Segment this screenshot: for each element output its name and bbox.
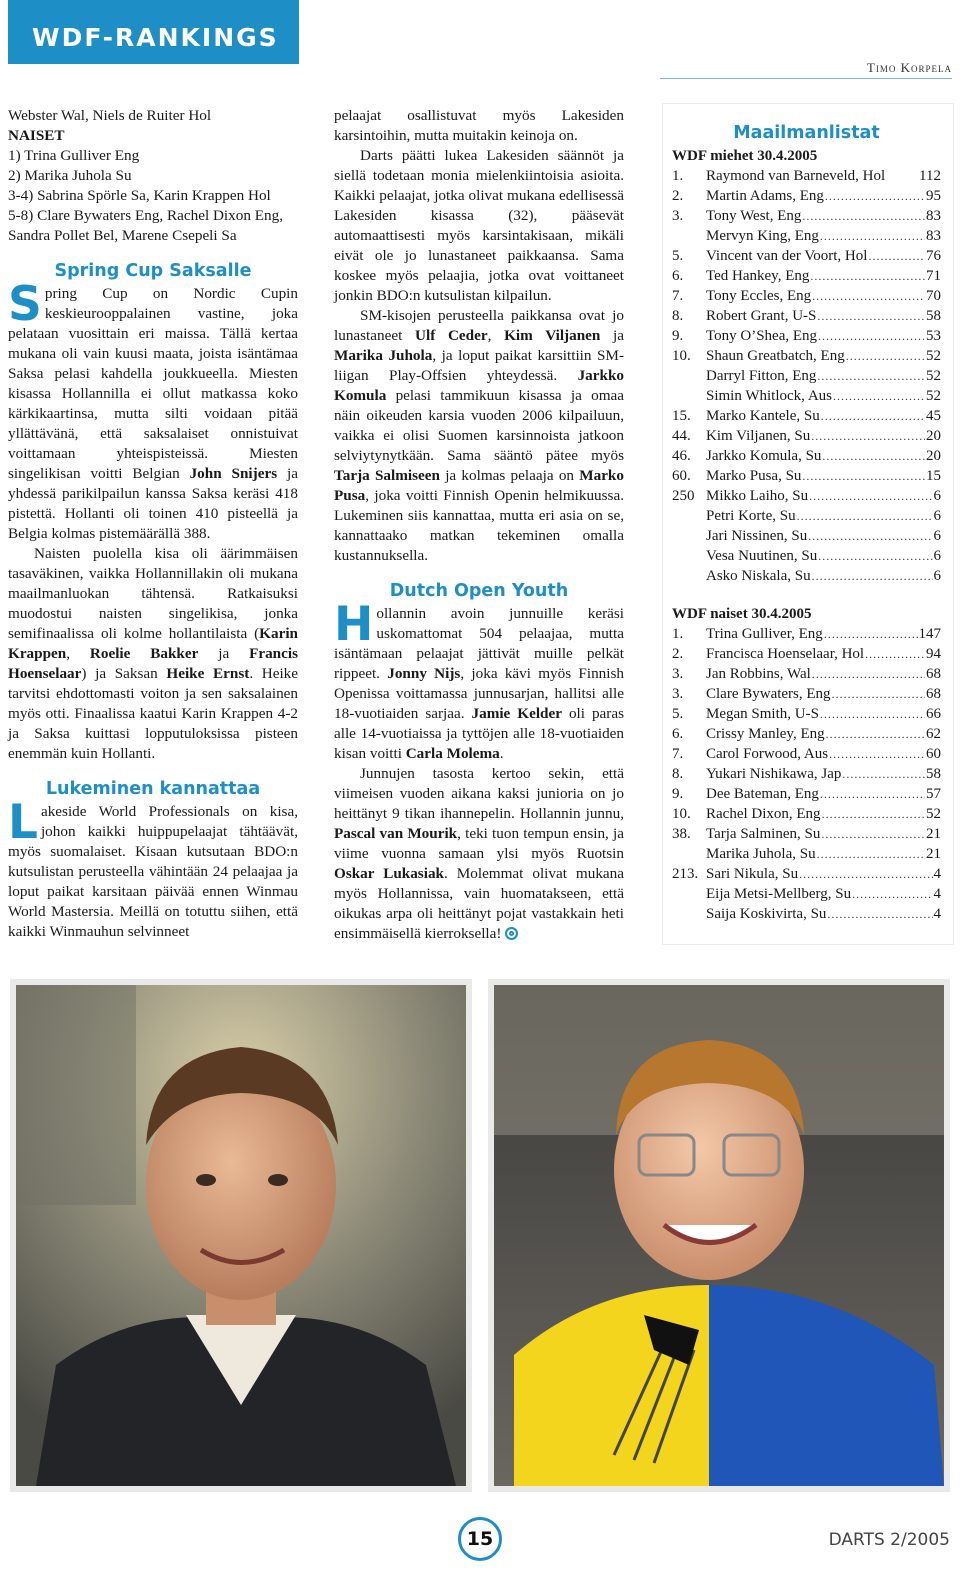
player-name: Sari Nikula, Su [706,866,799,882]
player-name: Saija Koskivirta, Su [706,906,827,922]
women-results-list [8,146,298,246]
ranking-row [672,486,941,506]
player-name: Jarkko Komula, Su [706,448,822,464]
player-points: 6 [933,508,941,524]
spring-cup-paragraph-1: Spring Cup on Nordic Cupin keskieurooppalainen vastine, joka pelataan vuosittain eri maissa. Tällä kertaa mukana oli vain kuusi maata, joista isäntämaa Saksa pelasi kahdella joukkueella. Miesten kisassa Hollannilla ei ollut matkassa koko kärkikaartinsa, mutta silti voidaan pitää yllättävänä, että saksalaiset onnistuivat voittamaan yhteispisteissä. Miesten singelikisan voitti Belgian John Snijers ja yhdessä parikilpailun kanssa Saksa keräsi 418 pistettä. Hollanti oli toinen 410 pisteellä ja Belgia kolmas pistemäärällä 388. [8,277,298,542]
dot-leader [799,864,932,884]
player-name: Rachel Dixon, Eng [706,806,821,822]
author-byline: Timo Korpela [660,60,952,79]
player-name: Kim Viljanen, Su [706,428,811,444]
ranking-position: 10. [672,348,691,364]
dot-leader [812,664,925,684]
ranking-position: 8. [672,766,684,782]
player-name: Shaun Greatbatch, Eng [706,348,845,364]
dot-leader [820,226,925,246]
player-points: 52 [926,388,941,404]
dot-leader [812,286,925,306]
dot-leader [824,624,918,644]
dot-leader [808,526,932,546]
dot-leader [846,346,925,366]
ranking-position: 1. [672,626,684,642]
player-points: 112 [919,168,941,184]
player-name: Ted Hankey, Eng [706,268,810,284]
dot-leader [868,246,925,266]
player-points: 62 [926,726,941,742]
lukeminen-paragraph-3: SM-kisojen perusteella paikkansa ovat jo lunastaneet Ulf Ceder, Kim Viljanen ja Marika Juhola, ja loput paikat karsittiin SM-liigan Play-Offsien yhteydessä. Jarkko Komula pelasi tammikuun kisassa ja omaa näin oikeuden karsia vuoden 2006 kilpailuun, vaikka ei olisi Suomen karsinnoista jatkoon selviytynytkään. Sama sääntö pätee myös Tarja Salmiseen ja kolmas pelaaja on Marko Pusa, joka voitti Finnish Openin helmikuussa. Lukeminen siis kannattaa, mutta eri asia on se, kannattaako matkan tekeminen omalla kustannuksella. [334,307,624,564]
player-points: 60 [926,746,941,762]
dot-leader [812,566,933,586]
player-points: 20 [926,428,941,444]
ranking-row [672,386,941,406]
article-column-2 [334,106,624,944]
player-name: Francisca Hoenselaar, Hol [706,646,865,662]
publication-footer: DARTS 2/2005 [828,1530,950,1550]
ranking-row [672,546,941,566]
dot-leader [822,446,925,466]
player-points: 147 [918,626,941,642]
ranking-row [672,864,941,884]
spring-cup-paragraph-2: Naisten puolella kisa oli äärimmäisen tasaväkinen, vaikka Hollannillakin oli mukana maailmanluokan tähtensä. Ratkaisuksi muodostui naisten singelikisa, jonka semifinaalissa oli kolme hollantilaista (Karin Krappen, Roelie Bakker ja Francis Hoenselaar) ja Saksan Heike Ernst. Heike tarvitsi ehdottomasti voiton ja sen saksalainen myös otti. Finaalissa kaatui Karin Krappen 4-2 ja Saksa kuittasi lopputuloksissa pisteen enemmän kuin Hollanti. [8,545,299,762]
result-line: 2) Marika Juhola Su [8,167,132,184]
ranking-position: 10. [672,806,691,822]
player-name: Carol Forwood, Aus [706,746,829,762]
player-name: Robert Grant, U-S [706,308,817,324]
dot-leader [797,506,933,526]
ranking-row [672,526,941,546]
ranking-row [672,226,941,246]
dot-leader [820,704,925,724]
dot-leader [820,784,925,804]
dot-leader [818,326,925,346]
lukeminen-paragraph-cont: pelaajat osallistuvat myös Lakesiden karsintoihin, mutta muitakin keinoja on. [334,107,624,144]
ranking-position: 60. [672,468,691,484]
dot-leader [810,266,925,286]
photo-young-boy-illustration [494,985,944,1486]
player-name: Raymond van Barneveld, Hol [706,168,886,184]
player-points: 70 [926,288,941,304]
player-points: 6 [933,488,941,504]
ranking-row [672,466,941,486]
ranking-row [672,306,941,326]
ranking-row [672,266,941,286]
player-points: 6 [933,568,941,584]
women-rankings-title: WDF naiset 30.4.2005 [672,606,812,622]
rankings-title: Maailmanlistat [733,123,880,143]
player-points: 71 [926,268,941,284]
player-name: Jan Robbins, Wal [706,666,811,682]
dutch-paragraph-2: Junnujen tasosta kertoo sekin, että viimeisen vuoden aikana kaksi junioria on jo heittänyt 9 tikan ihannepelin. Hollannin junnu, Pascal van Mourik, teki tuon tempun ensin, ja viime vuonna samaan ylsi myös Ruotsin Oskar Lukasiak. Molemmat olivat mukana myös Hollannissa, vain huomatakseen, että oikukas arpa oli heittänyt pojat vastakkain heti ensimmäisellä kierroksella! [334,765,624,942]
ranking-row [672,824,941,844]
photo-young-man [10,979,472,1492]
results-intro-line: Webster Wal, Niels de Ruiter Hol [8,107,212,124]
ranking-row [672,346,941,366]
player-points: 83 [926,228,941,244]
player-name: Yukari Nishikawa, Jap [706,766,842,782]
ranking-position: 250 [672,488,695,504]
ranking-position: 44. [672,428,691,444]
ranking-position: 9. [672,328,684,344]
dot-leader [811,426,925,446]
ranking-row [672,744,941,764]
player-name: Crissy Manley, Eng [706,726,825,742]
ranking-row [672,804,941,824]
ranking-row [672,446,941,466]
ranking-position: 1. [672,168,684,184]
ranking-row [672,326,941,346]
player-points: 15 [926,468,941,484]
dot-leader [809,486,932,506]
player-name: Tony West, Eng [706,208,802,224]
dot-leader [829,744,925,764]
dropcap: H [334,597,374,652]
player-name: Tarja Salminen, Su [706,826,821,842]
player-name: Petri Korte, Su [706,508,796,524]
dot-leader [832,684,925,704]
ranking-position: 213. [672,866,699,882]
rankings-box [663,104,953,944]
result-line: Sandra Pollet Bel, Marene Csepeli Sa [8,227,237,244]
ranking-row [672,644,941,664]
dot-leader [817,306,925,326]
player-name: Mervyn King, Eng [706,228,819,244]
dropcap: S [8,277,42,332]
dot-leader [826,724,925,744]
player-name: Marko Pusa, Su [706,468,802,484]
result-line: 3-4) Sabrina Spörle Sa, Karin Krappen Hol [8,187,271,204]
player-points: 57 [926,786,941,802]
ranking-position: 38. [672,826,691,842]
article-column-1 [8,106,298,942]
dot-leader [852,884,932,904]
dot-leader [817,844,925,864]
dot-leader [821,406,925,426]
dot-leader [865,644,925,664]
heading-lukeminen: Lukeminen kannattaa [45,779,261,799]
player-name: Clare Bywaters, Eng [706,686,831,702]
photo-young-boy [488,979,950,1492]
heading-spring-cup: Spring Cup Saksalle [54,261,252,281]
player-points: 83 [926,208,941,224]
ranking-row [672,784,941,804]
player-points: 20 [926,448,941,464]
player-points: 58 [926,308,941,324]
photo-young-man-illustration [16,985,466,1486]
player-name: Tony Eccles, Eng [706,288,812,304]
ranking-row [672,406,941,426]
player-name: Marika Juhola, Su [706,846,816,862]
player-name: Vesa Nuutinen, Su [706,548,818,564]
ranking-row [672,186,941,206]
player-points: 4 [933,886,941,902]
result-line: 1) Trina Gulliver Eng [8,147,140,164]
player-name: Trina Gulliver, Eng [706,626,823,642]
ranking-row [672,206,941,226]
ranking-row [672,684,941,704]
player-points: 21 [926,826,941,842]
player-points: 52 [926,348,941,364]
ranking-position: 2. [672,646,684,662]
ranking-position: 2. [672,188,684,204]
ranking-position: 3. [672,208,684,224]
lukeminen-paragraph-1: Lakeside World Professionals on kisa, johon kaikki huippupelaajat tähtäävät, myös suomalaiset. Kisaan kutsutaan BDO:n kutsulistan perusteella vähintään 24 pelaajaa ja loput paikat karsitaan päivää ennen Winmau World Mastersia. Meillä on totuttu siihen, että kaikki Winmauhun selvinneet [8,795,298,940]
heading-dutch-open-youth: Dutch Open Youth [389,581,569,601]
player-points: 4 [933,866,941,882]
player-name: Megan Smith, U-S [706,706,819,722]
ranking-row [672,764,941,784]
player-name: Martin Adams, Eng [706,188,824,204]
player-points: 6 [933,528,941,544]
ranking-row [672,426,941,446]
player-name: Asko Niskala, Su [706,568,811,584]
ranking-row [672,506,941,526]
player-points: 68 [926,686,941,702]
player-points: 94 [926,646,941,662]
ranking-row [672,724,941,744]
player-points: 76 [926,248,941,264]
ranking-position: 15. [672,408,691,424]
end-of-article-icon [505,927,518,940]
page-number: 15 [458,1517,502,1561]
player-points: 58 [926,766,941,782]
player-points: 4 [933,906,941,922]
ranking-position: 7. [672,746,684,762]
player-name: Eija Metsi-Mellberg, Su [706,886,852,902]
ranking-row [672,904,941,924]
dot-leader [825,186,925,206]
player-points: 52 [926,806,941,822]
ranking-row [672,844,941,864]
player-name: Marko Kantele, Su [706,408,820,424]
ranking-row [672,704,941,724]
dutch-paragraph-1: Hollannin avoin junnuille keräsi uskomattomat 504 pelaajaa, mutta isäntämaan pelaajat jättivät muille pelkät rippeet. Jonny Nijs, joka kävi myös Finnish Openissa voittamassa junnusarjan, hallitsi alle 18-vuotiaiden sarjaa. Jamie Kelder oli paras alle 14-vuotiaissa ja tyttöjen alle 18-vuotiaiden kisan voitti Carla Molema. [334,597,624,762]
ranking-position: 7. [672,288,684,304]
women-results-label: NAISET [8,127,65,144]
dot-leader [802,466,925,486]
ranking-position: 5. [672,706,684,722]
player-name: Vincent van der Voort, Hol [706,248,868,264]
player-points: 45 [926,408,941,424]
player-points: 66 [926,706,941,722]
player-points: 6 [933,548,941,564]
ranking-position: 3. [672,686,684,702]
player-name: Dee Bateman, Eng [706,786,819,802]
ranking-position: 3. [672,666,684,682]
ranking-position: 46. [672,448,691,464]
dot-leader [842,764,925,784]
player-name: Tony O’Shea, Eng [706,328,818,344]
ranking-position: 6. [672,726,684,742]
dot-leader [802,206,925,226]
men-rankings-list [672,166,941,586]
player-name: Simin Whitlock, Aus [706,388,832,404]
ranking-row [672,566,941,586]
ranking-row [672,366,941,386]
men-rankings-title: WDF miehet 30.4.2005 [672,148,818,164]
dot-leader [822,804,925,824]
player-points: 52 [926,368,941,384]
ranking-position: 6. [672,268,684,284]
result-line: 5-8) Clare Bywaters Eng, Rachel Dixon Eng, [8,207,283,224]
dot-leader [818,546,932,566]
lukeminen-paragraph-2: Darts päätti lukea Lakesiden säännöt ja siellä todetaan monia mielenkiintoisia asioita. Kaikki pelaajat, jotka olivat mukana edellisessä Lakesiden kisassa (32), pääsevät automaattisesti myös karsintakisaan, mikäli eivät ole jo lunastaneet paikkaansa. Sama koskee myös pelaajia, jotka ovat voittaneet jonkin BDO:n kutsulistan kilpailun. [334,147,624,304]
dot-leader [821,824,925,844]
ranking-row [672,884,941,904]
dropcap: L [8,795,38,850]
ranking-position: 5. [672,248,684,264]
ranking-row [672,166,941,186]
player-name: Jari Nissinen, Su [706,528,808,544]
player-points: 53 [926,328,941,344]
dot-leader [827,904,932,924]
ranking-row [672,664,941,684]
player-points: 21 [926,846,941,862]
player-name: Darryl Fitton, Eng [706,368,817,384]
dot-leader [833,386,925,406]
ranking-row [672,246,941,266]
player-points: 95 [926,188,941,204]
ranking-position: 8. [672,308,684,324]
player-points: 68 [926,666,941,682]
ranking-position: 9. [672,786,684,802]
section-header: WDF-RANKINGS [8,0,299,64]
women-rankings-list [672,624,941,924]
player-name: Mikko Laiho, Su [706,488,809,504]
dot-leader [817,366,925,386]
ranking-row [672,624,941,644]
ranking-row [672,286,941,306]
